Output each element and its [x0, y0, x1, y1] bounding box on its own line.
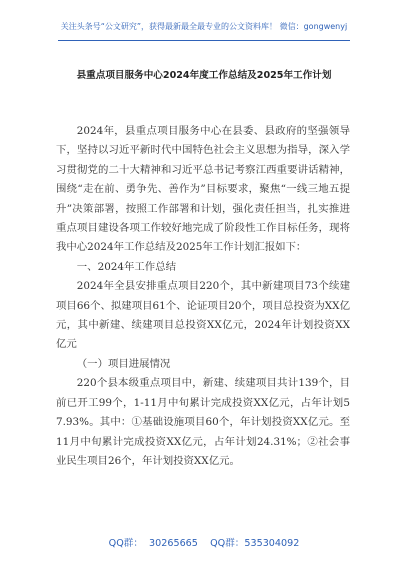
- document-body: [56, 122, 350, 471]
- intro-paragraph: 2024年，县重点项目服务中心在县委、县政府的坚强领导下，坚持以习近平新时代中国特色社会主义思想为指导，深入学习贯彻党的二十大精神和习近平总书记考察江西重要讲话精神，围绕“走在前、勇争先、善作为”目标要求，聚焦“一线三地五提升”决策部署，按照工作部署和计划，强化责任担当，扎实推进重点项目建设各项工作较好地完成了阶段性工作目标任务，现将我中心2024年工作总结及2025年工作计划汇报如下：: [56, 125, 350, 254]
- header-divider: [58, 40, 350, 41]
- footer-qq-groups: QQ群： 30265665 QQ群：535304092: [108, 538, 300, 549]
- document-title: 县重点项目服务中心2024年度工作总结及2025年工作计划: [76, 70, 332, 81]
- header-promo-text: 关注头条号“公文研究”，获得最新最全最专业的公文资料库！ 微信：gongwenyj: [60, 22, 348, 31]
- progress-paragraph: 220个县本级重点项目中，新建、续建项目共计139个，目前已开工99个，1-11月中旬累计完成投资XX亿元，占年计划57.93%。其中：①基础设施项目60个，年计划投资XX亿元。至11月中旬累计完成投资XX亿元，占年计划24.31%；②社会事业民生项目26个，年计划投资XX亿元。: [56, 377, 350, 467]
- subsection-heading-progress: （一）项目进展情况: [76, 357, 171, 370]
- summary-paragraph: 2024年全县安排重点项目220个，其中新建项目73个续建项目66个、拟建项目61个、论证项目20个，项目总投资为XX亿元，其中新建、续建项目总投资XX亿元，2024年计划投资XX亿元: [56, 280, 350, 351]
- section-heading-summary: 一、2024年工作总结: [76, 260, 176, 273]
